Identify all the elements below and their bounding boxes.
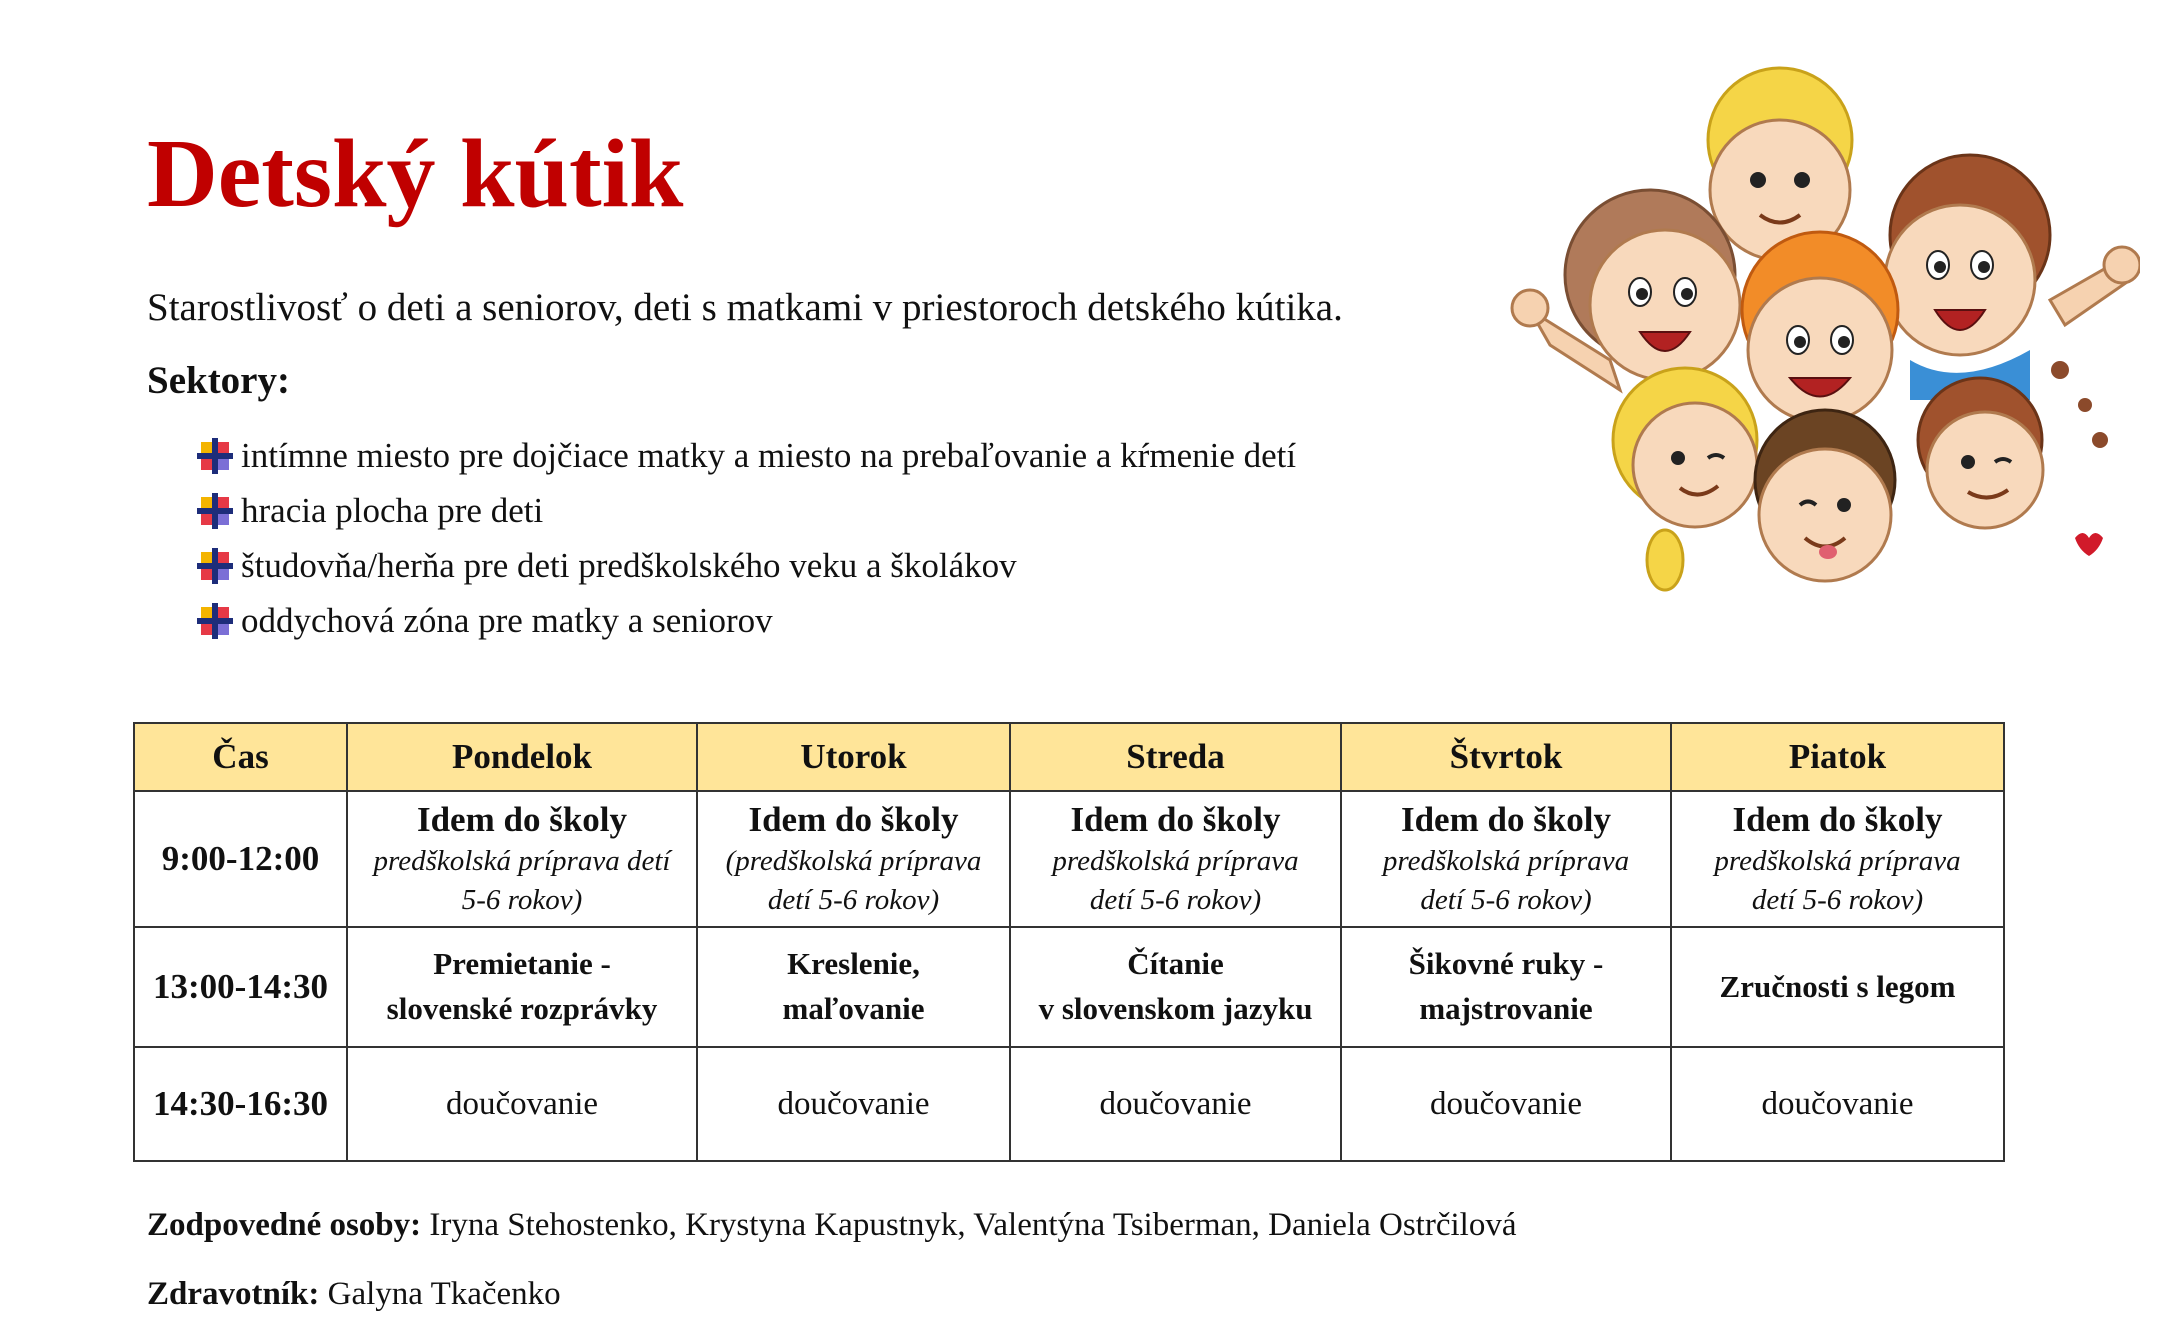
- square-plus-bullet-icon: [195, 601, 235, 641]
- schedule-table: [133, 722, 2005, 1162]
- table-cell: [697, 927, 1010, 1047]
- activity-title: Idem do školy: [416, 800, 628, 839]
- time-cell: 9:00-12:00: [134, 791, 347, 927]
- table-cell: doučovanie: [1010, 1047, 1341, 1161]
- sector-label: študovňa/herňa pre deti predškolského veku a školákov: [241, 545, 1017, 585]
- activity-note: 5-6 rokov): [461, 883, 583, 916]
- time-cell: 14:30-16:30: [134, 1047, 347, 1161]
- time-cell: 13:00-14:30: [134, 927, 347, 1047]
- table-cell: [347, 791, 697, 927]
- table-cell: [1010, 791, 1341, 927]
- table-cell: [697, 791, 1010, 927]
- sector-label: hracia plocha pre deti: [241, 490, 544, 530]
- square-plus-bullet-icon: [195, 491, 235, 531]
- intro-text: Starostlivosť o deti a seniorov, deti s matkami v priestoroch detského kútika.: [147, 286, 1343, 329]
- table-row: [134, 791, 2004, 927]
- activity-line: v slovenskom jazyku: [1038, 991, 1313, 1027]
- table-cell: doučovanie: [697, 1047, 1010, 1161]
- medic-line: [147, 1276, 561, 1313]
- responsible-label: Zodpovedné osoby:: [147, 1207, 422, 1243]
- activity-line: slovenské rozprávky: [386, 991, 658, 1027]
- table-row: [134, 1047, 2004, 1161]
- responsible-value: Iryna Stehostenko, Krystyna Kapustnyk, Valentýna Tsiberman, Daniela Ostrčilová: [429, 1207, 1517, 1243]
- list-item: [195, 483, 1296, 538]
- activity-line: majstrovanie: [1419, 991, 1593, 1027]
- column-header: Streda: [1010, 723, 1341, 791]
- list-item: [195, 593, 1296, 648]
- sector-label: intímne miesto pre dojčiace matky a miesto na prebaľovanie a kŕmenie detí: [241, 435, 1297, 475]
- activity-title: Idem do školy: [1070, 800, 1281, 839]
- activity-title: Idem do školy: [1400, 800, 1612, 839]
- activity-line: Čítanie: [1127, 946, 1224, 982]
- medic-value: Galyna Tkačenko: [327, 1276, 561, 1312]
- cartoon-kids-illustration: [1490, 60, 2140, 610]
- column-header: Utorok: [697, 723, 1010, 791]
- responsible-persons: [147, 1207, 1516, 1244]
- table-cell: doučovanie: [347, 1047, 697, 1161]
- table-row: [134, 927, 2004, 1047]
- table-cell: [1010, 927, 1341, 1047]
- column-header: Čas: [134, 723, 347, 791]
- page-title: Detský kútik: [147, 120, 684, 228]
- activity-title: Idem do školy: [748, 800, 959, 839]
- table-cell: [1671, 791, 2004, 927]
- activity-note: predškolská príprava: [1052, 844, 1299, 877]
- activity-line: maľovanie: [782, 991, 925, 1027]
- column-header: Štvrtok: [1341, 723, 1671, 791]
- activity-note: detí 5-6 rokov): [1420, 883, 1592, 916]
- activity-note: (predškolská príprava: [725, 844, 982, 877]
- column-header: Piatok: [1671, 723, 2004, 791]
- list-item: [195, 428, 1296, 483]
- activity-title: Idem do školy: [1732, 800, 1943, 839]
- sector-list: [195, 428, 1296, 648]
- table-cell: [1671, 927, 2004, 1047]
- activity-line: Zručnosti s legom: [1719, 968, 1956, 1004]
- activity-line: Premietanie -: [433, 946, 611, 982]
- activity-note: predškolská príprava: [1382, 844, 1630, 877]
- activity-note: predškolská príprava: [1714, 844, 1961, 877]
- activity-note: predškolská príprava detí: [373, 844, 671, 877]
- activity-line: Kreslenie,: [787, 946, 920, 982]
- table-cell: doučovanie: [1341, 1047, 1671, 1161]
- square-plus-bullet-icon: [195, 546, 235, 586]
- activity-note: detí 5-6 rokov): [767, 883, 940, 916]
- list-item: [195, 538, 1296, 593]
- square-plus-bullet-icon: [195, 436, 235, 476]
- sector-label: oddychová zóna pre matky a seniorov: [241, 600, 773, 640]
- table-cell: [1341, 927, 1671, 1047]
- table-cell: [347, 927, 697, 1047]
- column-header: Pondelok: [347, 723, 697, 791]
- table-cell: [1341, 791, 1671, 927]
- activity-line: Šikovné ruky -: [1408, 946, 1604, 982]
- table-cell: doučovanie: [1671, 1047, 2004, 1161]
- medic-label: Zdravotník:: [147, 1276, 320, 1312]
- activity-note: detí 5-6 rokov): [1089, 883, 1262, 916]
- activity-note: detí 5-6 rokov): [1751, 883, 1924, 916]
- sectors-heading: Sektory:: [147, 359, 290, 402]
- table-header-row: [134, 723, 2004, 791]
